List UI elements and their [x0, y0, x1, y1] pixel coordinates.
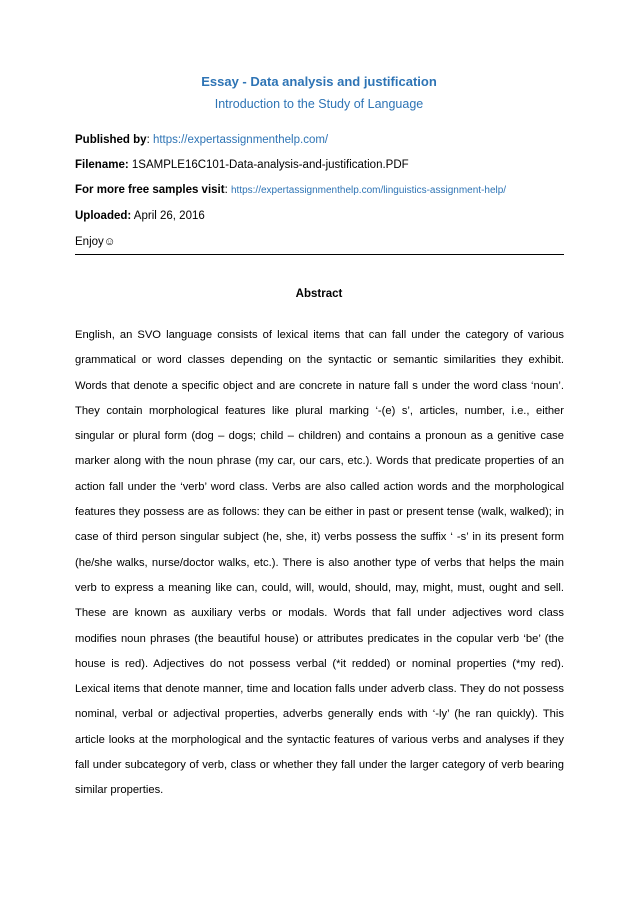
- enjoy-text: Enjoy: [75, 236, 104, 248]
- document-subtitle: Introduction to the Study of Language: [214, 97, 424, 111]
- document-title: Essay - Data analysis and justification: [201, 74, 437, 89]
- uploaded-line: [75, 210, 565, 222]
- enjoy-line: [75, 236, 565, 248]
- filename-label: Filename:: [75, 159, 129, 171]
- uploaded-value: April 26, 2016: [133, 210, 205, 222]
- filename-value: 1SAMPLE16C101-Data-analysis-and-justification.PDF: [131, 159, 409, 171]
- free-samples-link[interactable]: https://expertassignmenthelp.com/linguistics-assignment-help/: [230, 185, 507, 196]
- published-by-label: Published by: [75, 134, 147, 146]
- published-by-link[interactable]: https://expertassignmenthelp.com/: [152, 134, 329, 146]
- uploaded-label: Uploaded:: [75, 210, 132, 222]
- published-by-line: Published by: https://expertassignmenthelp.com/: [75, 134, 329, 146]
- filename-line: [75, 159, 565, 171]
- smiley-icon: ☺: [103, 236, 116, 248]
- abstract-paragraph: English, an SVO language consists of lexical items that can fall under the category of various grammatical or word classes depending on the syntactic or semantic similarities they exhibit. Words that denote a specific object and are concrete in nature fall s under the word class ‘noun’. They contain morphological features like plural marking ‘-(e) s’, articles, number, i.e., either singular or plural form (dog – dogs; child – children) and contains a pronoun as a genitive case marker along with the noun phrase (my car, our cars, etc.). Words that predicate properties of an action fall under the ‘verb’ word class. Verbs are also called action words and the morphological features they possess are as follows: they can be either in past or present tense (walk, walked); in case of third person singular subject (he, she, it) verbs possess the suffix ‘ -s’ in its present form (he/she walks, nurse/doctor walks, etc.). There is also another type of verbs that helps the main verb to express a meaning like can, could, will, would, should, may, might, must, ought and sell. These are known as auxiliary verbs or modals. Words that fall under adjectives word class modifies noun phrases (the beautiful house) or attributes predicates in the copular verb ‘be’ (the house is red). Adjectives do not possess verbal (*it redded) or nominal properties (*my red). Lexical items that denote manner, time and location falls under adverb class. They do not possess nominal, verbal or adjectival properties, adverbs generally ends with ‘-ly’ (he ran quickly). This article looks at the morphological and the syntactic features of various verbs and analyses if they fall under subcategory of verb, class or whether they fall under the larger category of verb bearing similar properties.: [75, 329, 564, 797]
- abstract-heading: Abstract: [295, 288, 343, 300]
- free-samples-line: For more free samples visit: https://expertassignmenthelp.com/linguistics-assignment-help/: [75, 184, 507, 196]
- header-divider: [75, 254, 564, 255]
- free-samples-label: For more free samples visit: [75, 184, 225, 196]
